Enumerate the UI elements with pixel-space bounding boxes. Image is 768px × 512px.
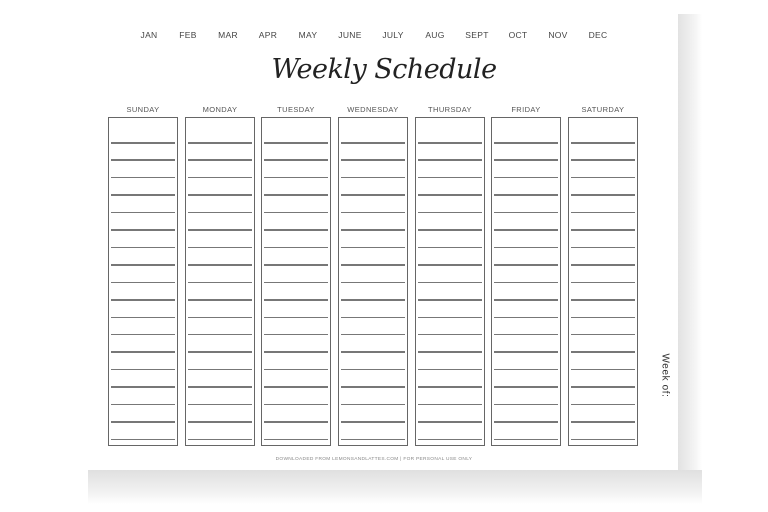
month-label: MAR — [218, 30, 238, 40]
writing-line — [264, 247, 328, 249]
writing-line — [494, 404, 558, 406]
day-column[interactable] — [108, 117, 178, 446]
writing-line — [571, 229, 635, 231]
writing-line — [111, 404, 175, 406]
writing-line — [571, 282, 635, 284]
writing-line — [494, 439, 558, 441]
writing-line — [111, 212, 175, 214]
month-label: NOV — [548, 30, 568, 40]
month-label: JAN — [140, 30, 158, 40]
writing-line — [571, 439, 635, 441]
day-column[interactable] — [568, 117, 638, 446]
writing-line — [264, 159, 328, 161]
writing-line — [418, 282, 482, 284]
writing-line — [418, 142, 482, 144]
writing-line — [341, 404, 405, 406]
writing-line — [494, 421, 558, 423]
writing-line — [571, 142, 635, 144]
writing-line — [188, 421, 252, 423]
writing-line — [418, 334, 482, 336]
writing-line — [188, 282, 252, 284]
writing-line — [264, 386, 328, 388]
writing-line — [264, 229, 328, 231]
writing-line — [494, 247, 558, 249]
writing-line — [111, 247, 175, 249]
day-column[interactable] — [185, 117, 255, 446]
day-label: THURSDAY — [428, 105, 472, 114]
writing-line — [571, 421, 635, 423]
month-label: APR — [258, 30, 278, 40]
writing-line — [111, 299, 175, 301]
writing-line — [341, 194, 405, 196]
writing-line — [341, 264, 405, 266]
writing-line — [341, 351, 405, 353]
writing-line — [111, 229, 175, 231]
writing-line — [264, 317, 328, 319]
writing-line — [264, 421, 328, 423]
writing-line — [494, 282, 558, 284]
month-label: FEB — [179, 30, 197, 40]
writing-line — [111, 282, 175, 284]
writing-line — [418, 247, 482, 249]
writing-line — [188, 351, 252, 353]
writing-line — [418, 299, 482, 301]
writing-line — [418, 159, 482, 161]
writing-line — [111, 369, 175, 371]
writing-line — [341, 317, 405, 319]
writing-line — [494, 229, 558, 231]
writing-line — [418, 264, 482, 266]
writing-line — [111, 334, 175, 336]
writing-line — [571, 404, 635, 406]
writing-line — [341, 421, 405, 423]
writing-line — [418, 194, 482, 196]
writing-line — [111, 421, 175, 423]
month-label: JULY — [382, 30, 404, 40]
writing-line — [571, 351, 635, 353]
writing-line — [188, 212, 252, 214]
page-title: Weekly Schedule — [271, 54, 497, 85]
month-label: OCT — [508, 30, 528, 40]
writing-line — [188, 142, 252, 144]
writing-line — [188, 317, 252, 319]
writing-line — [571, 264, 635, 266]
month-label: JUNE — [338, 30, 362, 40]
day-column[interactable] — [491, 117, 561, 446]
writing-line — [418, 229, 482, 231]
writing-line — [494, 334, 558, 336]
writing-line — [188, 299, 252, 301]
writing-line — [494, 369, 558, 371]
day-label: WEDNESDAY — [347, 105, 399, 114]
month-label: AUG — [425, 30, 445, 40]
writing-line — [341, 247, 405, 249]
writing-line — [418, 177, 482, 179]
writing-line — [494, 351, 558, 353]
writing-line — [188, 386, 252, 388]
writing-line — [341, 386, 405, 388]
writing-line — [111, 386, 175, 388]
page-shadow-bottom — [88, 470, 702, 504]
month-label: MAY — [298, 30, 318, 40]
writing-line — [188, 194, 252, 196]
writing-line — [418, 351, 482, 353]
writing-line — [494, 194, 558, 196]
writing-line — [188, 334, 252, 336]
writing-line — [418, 386, 482, 388]
day-label: SUNDAY — [126, 105, 160, 114]
writing-line — [341, 212, 405, 214]
writing-line — [418, 212, 482, 214]
writing-line — [571, 247, 635, 249]
writing-line — [494, 142, 558, 144]
writing-line — [418, 369, 482, 371]
writing-line — [188, 404, 252, 406]
writing-line — [494, 386, 558, 388]
writing-line — [494, 177, 558, 179]
day-label: FRIDAY — [511, 105, 541, 114]
writing-line — [264, 177, 328, 179]
writing-line — [571, 334, 635, 336]
writing-line — [494, 212, 558, 214]
footer-note: DOWNLOADED FROM LEMONSANDLATTES.COM | FOR PERSONAL USE ONLY — [275, 457, 473, 462]
writing-line — [188, 439, 252, 441]
writing-line — [341, 177, 405, 179]
day-column[interactable] — [261, 117, 331, 446]
writing-line — [188, 369, 252, 371]
month-label: SEPT — [465, 30, 489, 40]
writing-line — [418, 317, 482, 319]
day-column[interactable] — [338, 117, 408, 446]
writing-line — [264, 369, 328, 371]
writing-line — [264, 439, 328, 441]
writing-line — [341, 299, 405, 301]
writing-line — [494, 317, 558, 319]
writing-line — [111, 351, 175, 353]
writing-line — [264, 194, 328, 196]
writing-line — [111, 177, 175, 179]
writing-line — [111, 159, 175, 161]
writing-line — [571, 177, 635, 179]
writing-line — [341, 369, 405, 371]
writing-line — [418, 439, 482, 441]
writing-line — [264, 299, 328, 301]
writing-line — [188, 247, 252, 249]
writing-line — [571, 317, 635, 319]
day-label: MONDAY — [202, 105, 238, 114]
writing-line — [111, 194, 175, 196]
writing-line — [264, 351, 328, 353]
writing-line — [188, 159, 252, 161]
writing-line — [264, 264, 328, 266]
writing-line — [264, 142, 328, 144]
writing-line — [494, 159, 558, 161]
writing-line — [188, 264, 252, 266]
month-row — [0, 30, 768, 42]
writing-line — [111, 142, 175, 144]
writing-line — [571, 299, 635, 301]
writing-line — [418, 404, 482, 406]
writing-line — [571, 386, 635, 388]
writing-line — [188, 229, 252, 231]
writing-line — [494, 299, 558, 301]
day-label: TUESDAY — [277, 105, 315, 114]
writing-line — [341, 282, 405, 284]
writing-line — [571, 369, 635, 371]
writing-line — [341, 439, 405, 441]
writing-line — [264, 282, 328, 284]
writing-line — [111, 317, 175, 319]
writing-line — [341, 229, 405, 231]
writing-line — [341, 334, 405, 336]
writing-line — [264, 334, 328, 336]
day-column[interactable] — [415, 117, 485, 446]
writing-line — [341, 142, 405, 144]
writing-line — [418, 421, 482, 423]
writing-line — [111, 264, 175, 266]
writing-line — [571, 212, 635, 214]
writing-line — [264, 404, 328, 406]
writing-line — [264, 212, 328, 214]
writing-line — [188, 177, 252, 179]
writing-line — [571, 159, 635, 161]
day-label: SATURDAY — [581, 105, 625, 114]
writing-line — [571, 194, 635, 196]
writing-line — [341, 159, 405, 161]
week-of-label: Week of: — [659, 353, 671, 398]
month-label: DEC — [588, 30, 608, 40]
writing-line — [494, 264, 558, 266]
writing-line — [111, 439, 175, 441]
